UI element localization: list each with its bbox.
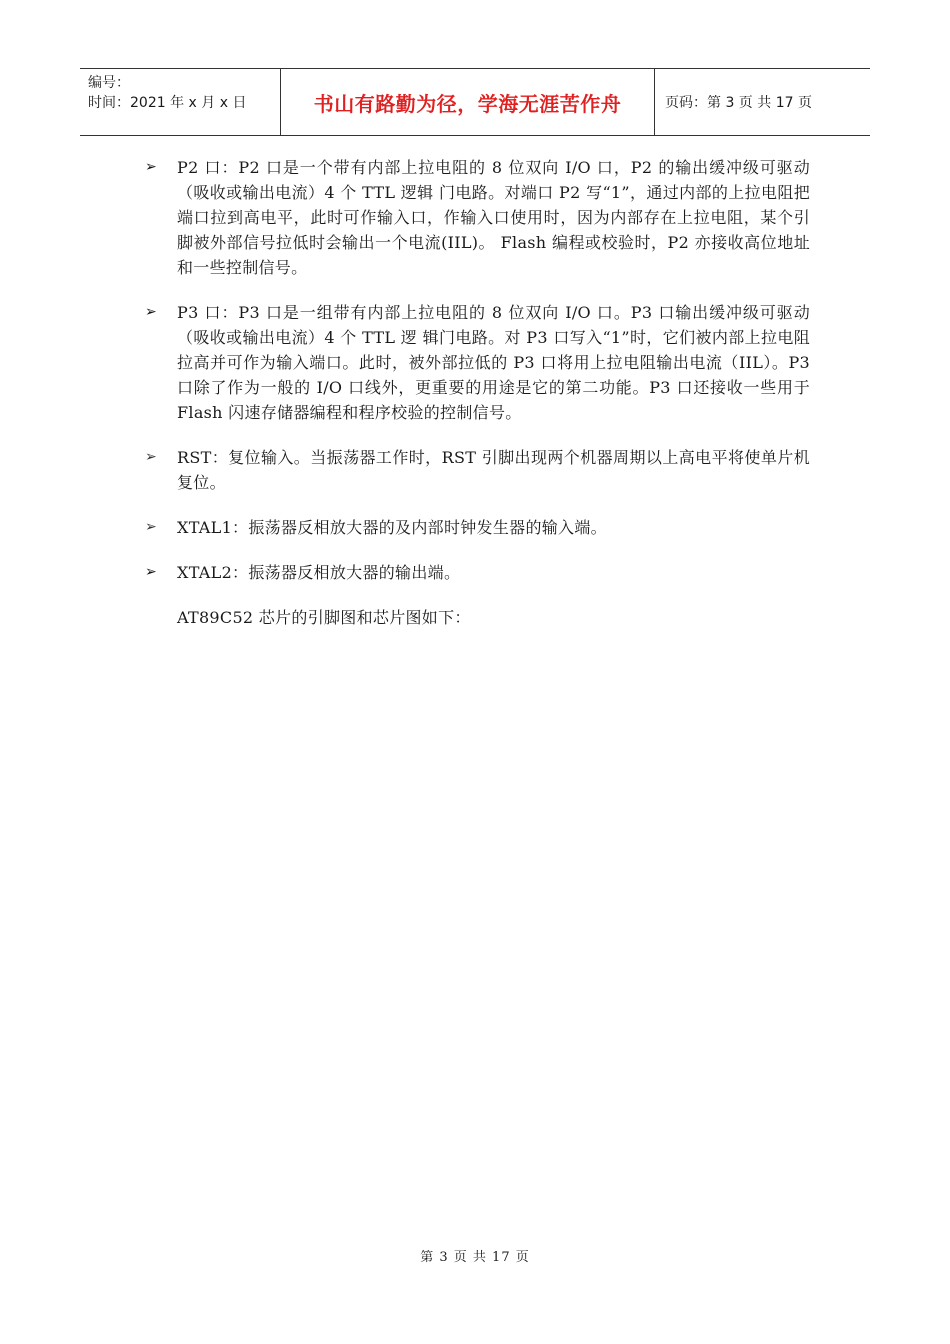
arrow-bullet-icon: ➢	[145, 304, 157, 320]
list-item	[145, 300, 810, 425]
paragraph-p3: P3 口：P3 口是一组带有内部上拉电阻的 8 位双向 I/O 口。P3 口输出缓冲级可驱动（吸收或输出电流）4 个 TTL 逻 辑门电路。对 P3 口写入“1”时，它们被内部上拉电阻拉高并可作为输入端口。此时，被外部拉低的 P3 口将用上拉电阻输出电流（IIL）。P3 口除了作为一般的 I/O 口线外，更重要的用途是它的第二功能。P3 口还接收一些用于 Flash 闪速存储器编程和程序校验的控制信号。	[177, 303, 810, 422]
paragraph-p2: P2 口：P2 口是一个带有内部上拉电阻的 8 位双向 I/O 口，P2 的输出缓冲级可驱动（吸收或输出电流）4 个 TTL 逻辑 门电路。对端口 P2 写“1”，通过内部的上拉电阻把端口拉到高电平，此时可作输入口，作输入口使用时，因为内部存在上拉电阻，某个引脚被外部信号拉低时会输出一个电流(IIL)。 Flash 编程或校验时，P2 亦接收高位地址和一些控制信号。	[177, 158, 810, 277]
list-item	[145, 155, 810, 280]
list-item	[145, 515, 810, 540]
arrow-bullet-icon: ➢	[145, 159, 157, 175]
document-body	[145, 155, 810, 630]
paragraph-rst: RST：复位输入。当振荡器工作时，RST 引脚出现两个机器周期以上高电平将使单片机复位。	[177, 448, 810, 492]
page-header	[80, 68, 870, 136]
arrow-bullet-icon: ➢	[145, 449, 157, 465]
header-motto: 书山有路勤为径，学海无涯苦作舟	[313, 91, 622, 116]
list-item	[145, 560, 810, 585]
header-meta	[80, 69, 281, 135]
document-date: 时间：2021 年 x 月 x 日	[88, 95, 247, 111]
arrow-bullet-icon: ➢	[145, 564, 157, 580]
header-page-info-cell	[655, 69, 870, 135]
closing-paragraph: AT89C52 芯片的引脚图和芯片图如下：	[177, 608, 471, 627]
document-number: 编号：	[88, 75, 130, 91]
arrow-bullet-icon: ➢	[145, 519, 157, 535]
paragraph-xtal1: XTAL1：振荡器反相放大器的及内部时钟发生器的输入端。	[177, 518, 607, 537]
list-item	[145, 445, 810, 495]
page-footer: 第 3 页 共 17 页	[420, 1250, 530, 1265]
header-motto-cell	[281, 69, 655, 135]
paragraph-xtal2: XTAL2：振荡器反相放大器的输出端。	[177, 563, 461, 582]
header-page-info: 页码：第 3 页 共 17 页	[665, 95, 812, 111]
